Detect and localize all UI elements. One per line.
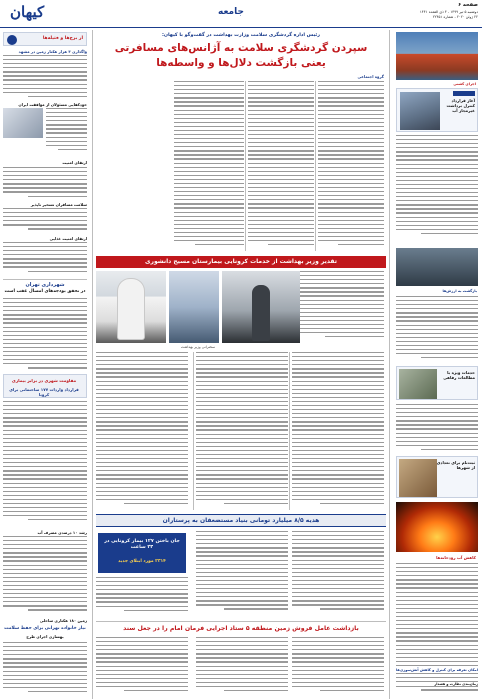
feature-photo-3-figure — [252, 285, 270, 341]
center-col-2 — [196, 352, 288, 510]
left-text-5 — [3, 242, 87, 276]
bottom-main-col-2 — [196, 637, 288, 695]
left-column-rule — [92, 30, 93, 699]
right-box-1 — [396, 88, 478, 132]
city-sub: در تحقق بودجه‌های امسال عقب است — [4, 289, 86, 294]
right-box-3 — [396, 456, 478, 498]
mid-box-sub: قرارداد واردات ۱۷۷ ساختمانی برای کرونا — [9, 387, 79, 397]
page-label: صفحه ۶ — [458, 2, 478, 8]
bottom-banner-text: هدیه ۸/۵ میلیارد تومانی بنیاد مستضعفان به پرستاران — [162, 517, 320, 524]
covid-box-sub: ۲۳۱۴ مورد ابتلای جدید — [118, 559, 166, 564]
feature-photo-1 — [96, 271, 166, 343]
bottom-col-1 — [292, 531, 384, 617]
right-text-3 — [396, 404, 478, 454]
left-news-7: زمین ۱۸۰ هکتاری ساحلی — [39, 618, 87, 623]
mid-box — [3, 374, 87, 398]
left-news-3: ارتقای امنیت — [62, 160, 87, 165]
section-title: جامعه — [218, 7, 244, 17]
left-text-7 — [3, 536, 87, 616]
right-head-3: ثبت‌نام برای تعدادی از شهرها — [436, 460, 475, 470]
lead-kicker: رئیس اداره گردشگری سلامت وزارت بهداشت در گفت‌وگو با کیهان: — [161, 33, 320, 38]
bottom-col-3 — [96, 577, 188, 617]
left-bottom-head: نیاز خانواده تهرانی برای حفظ سلامت — [4, 626, 86, 631]
right-column — [392, 30, 482, 699]
left-text-1 — [3, 55, 87, 101]
covid-box-title: جان باختن ۱۲۷ بیمار کرونایی در ۲۴ ساعت — [104, 539, 180, 550]
right-box-photo — [400, 92, 440, 130]
right-box-tag — [453, 91, 475, 96]
masthead-logo — [6, 1, 58, 25]
feature-photo-3 — [222, 271, 300, 343]
bottom-banner — [96, 514, 386, 527]
bottom-main-head: بازداشت عامل فروش زمین منطقه ۵ ستاد اجرایی فرمان امام را در جعل سند — [123, 625, 359, 632]
right-head-4: کاهش آب رودخانه‌ها — [436, 555, 476, 560]
bottom-col-2 — [196, 531, 288, 617]
center-col-1 — [292, 352, 384, 510]
right-box-2-photo — [399, 369, 437, 399]
right-photo-2 — [396, 248, 478, 286]
left-text-6 — [3, 401, 87, 529]
city-text — [3, 298, 87, 372]
left-text-4 — [3, 208, 87, 234]
center-col-3 — [96, 352, 188, 510]
feature-photo-1-figure — [118, 279, 144, 339]
left-column — [0, 30, 90, 699]
bottom-main-rule — [96, 621, 386, 622]
date-line-1: دوشنبه ۵ تیر ۱۳۹۹ - ۴ ذی القعده ۱۴۴۱ — [419, 10, 478, 14]
center-rule-2 — [193, 352, 194, 510]
date-line-2: ۲۲ ژوئن ۲۰۲۰ - شماره ۲۲۴۵۱ — [432, 15, 478, 19]
lead-byline: گروه اجتماعی — [357, 74, 384, 79]
lead-col-1 — [318, 81, 384, 251]
left-news-1: واگذاری ۳ هزار هکتار زمین در مشهد — [18, 49, 87, 54]
right-bottom-sub: زمان‌بندی نظارت و هشدار — [396, 682, 478, 686]
left-news-4: سلامت مسافران تسخیر ناپذیر — [30, 202, 87, 207]
right-box-2 — [396, 366, 478, 400]
right-text-2 — [396, 296, 478, 364]
left-photo-1 — [3, 108, 43, 138]
feature-photo-2 — [169, 271, 219, 343]
covid-box — [98, 533, 186, 573]
right-box-3-photo — [399, 459, 437, 497]
caption-top: اجرای کشتی — [453, 82, 476, 86]
left-text-2 — [46, 108, 87, 156]
right-text-1 — [396, 135, 478, 245]
logo-text: کیهان — [10, 3, 45, 21]
right-bottom-head: امکان تعرفه برای کنترل و کاهش آتش‌سوزی‌ها — [395, 668, 478, 672]
left-news-2: خودکفایی مسئولان از موافقت ایران — [18, 102, 87, 107]
lead-col-2 — [248, 81, 314, 251]
feature-photo-caption: سخنرانی وزیر بهداشت — [180, 345, 216, 349]
left-text-8 — [3, 642, 87, 697]
left-banner-icon — [7, 35, 17, 45]
feature-banner — [96, 256, 386, 268]
right-text-4 — [396, 563, 478, 698]
left-bottom-sub: بهسازی اجرای طرح — [26, 634, 64, 639]
right-head-1: آغاز قرارداد کنترل برداشت غیرمجاز آب — [446, 98, 475, 113]
center-rule-1 — [289, 352, 290, 510]
left-banner — [3, 32, 87, 46]
city-head: شهرداری تهران — [25, 282, 65, 288]
right-sub-1: بازگشت به ارزش‌ها — [442, 289, 477, 293]
left-news-5: ارتقای امنیت غذایی — [49, 236, 87, 241]
lead-col-rule-2 — [245, 81, 246, 251]
left-divider — [3, 279, 87, 280]
feature-text — [300, 271, 384, 343]
lead-headline-2: یعنی بازگشت دلال‌ها و واسطه‌ها — [156, 57, 326, 69]
right-fire-photo — [396, 502, 478, 552]
mid-box-head: مقاومت شهری در برابر بیماری — [11, 378, 77, 383]
right-top-photo — [396, 32, 478, 80]
lead-headline-1: سپردن گردشگری سلامت به آژانس‌های مسافرتی — [114, 42, 368, 54]
masthead — [0, 0, 482, 28]
right-head-2: خدمات ویژه با مطالعات رفاهی — [443, 370, 475, 380]
right-column-rule — [389, 30, 390, 699]
left-text-3 — [3, 167, 87, 201]
left-news-6: رشد ۱۰ درصدی مصرف آب — [37, 530, 87, 535]
feature-banner-text: تقدیر وزیر بهداشت از خدمات کرونایی بیمارستان مسیح دانشوری — [145, 258, 337, 265]
lead-col-3 — [174, 81, 244, 251]
lead-col-rule-1 — [315, 81, 316, 251]
bottom-main-col-1 — [292, 637, 384, 695]
bottom-main-col-3 — [96, 637, 188, 695]
left-banner-title: از برج‌ها و فتیله‌ها — [42, 36, 83, 41]
